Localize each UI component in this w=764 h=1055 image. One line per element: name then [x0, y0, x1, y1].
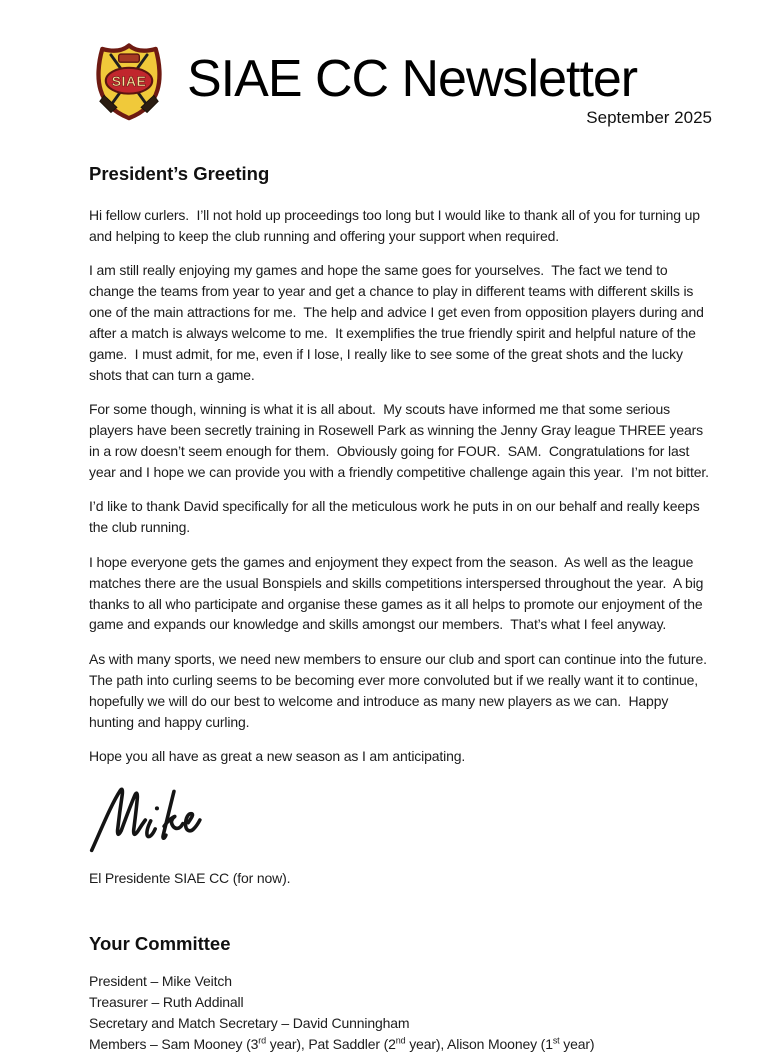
greeting-paragraph-1: Hi fellow curlers. I’ll not hold up proceedings too long but I would like to thank all of you for turning up and helping to keep the club running and offering your support when required.	[89, 207, 704, 244]
greeting-paragraph-5: I hope everyone gets the games and enjoyment they expect from the season. As well as the league matches there are the usual Bonspiels and skills competitions interspersed throughout the year. A big thanks to all who participate and organise these games as it all helps to promote our enjoyment of the game and expands our knowledge and skills amongst our members. That’s what I feel anyway.	[89, 553, 708, 633]
handwritten-signature-icon	[89, 784, 241, 856]
members-text: year), Alison Mooney (1	[405, 1035, 553, 1052]
issue-date: September 2025	[586, 108, 712, 127]
greeting-paragraph-7: Hope you all have as great a new season as I am anticipating.	[89, 747, 466, 764]
shield-crest-icon	[86, 36, 172, 122]
signature-mike	[89, 784, 713, 858]
committee-members	[89, 1034, 713, 1055]
committee-treasurer: Treasurer – Ruth Addinall	[89, 993, 244, 1010]
club-crest-logo	[86, 36, 172, 122]
newsletter-body	[89, 163, 713, 1055]
greeting-heading: President’s Greeting	[89, 163, 270, 184]
committee-heading: Your Committee	[89, 932, 231, 954]
committee-president: President – Mike Veitch	[89, 972, 232, 989]
members-text: Members – Sam Mooney (3	[89, 1035, 259, 1052]
members-sup-nd: nd	[395, 1035, 406, 1046]
newsletter-title: SIAE CC Newsletter	[187, 50, 638, 108]
signoff-role-line: El Presidente SIAE CC (for now).	[89, 869, 291, 886]
newsletter-header	[86, 36, 637, 122]
curling-stone-icon	[119, 54, 140, 62]
greeting-paragraph-4: I’d like to thank David specifically for all the meticulous work he puts in on our behalf and really keeps the club running.	[89, 498, 704, 536]
committee-secretary: Secretary and Match Secretary – David Cunningham	[89, 1014, 410, 1031]
greeting-paragraph-6: As with many sports, we need new members to ensure our club and sport can continue into the future. The path into curling seems to be becoming ever more convoluted but if we really want it to continue, hopefully we will do our best to welcome and introduce as many new players as we can. Happy hunting and happy curling.	[89, 650, 715, 730]
members-text: year), Pat Saddler (2	[265, 1035, 396, 1052]
greeting-paragraph-3: For some though, winning is what it is all about. My scouts have informed me that some serious players have been secretly training in Rosewell Park as winning the Jenny Gray league THREE years in a row doesn’t seem enough for them. Obviously going for FOUR. SAM. Congratulations for last year and I hope we can provide you with a friendly competitive challenge again this year. I’m not bitter.	[89, 401, 709, 480]
logo-initials: SIAE	[111, 73, 147, 90]
members-sup-st: st	[552, 1035, 560, 1046]
greeting-paragraph-2: I am still really enjoying my games and hope the same goes for yourselves. The fact we tend to change the teams from year to year and get a chance to play in different teams with different skills is one of the main attractions for me. The help and advice I get even from opposition players during and after a match is always welcome to me. It exemplifies the true friendly spirit and helpful nature of the game. I must admit, for me, even if I lose, I really like to see some of the great shots and the lucky shots that can turn a game.	[89, 262, 708, 383]
members-sup-rd: rd	[258, 1035, 266, 1046]
members-text: year)	[559, 1035, 595, 1052]
